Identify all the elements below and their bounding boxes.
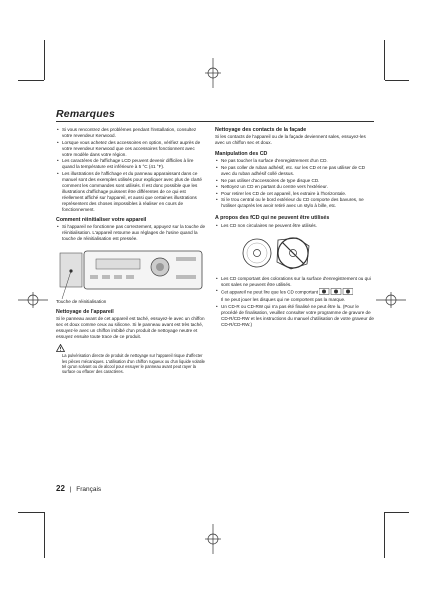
cd-heading: Manipulation des CD [215,151,268,158]
reset-caption: Touche de réinitialisation [56,298,107,304]
page-footer [56,484,101,493]
compact-disc-logo-icon [319,288,353,295]
list-item: • Les CD non circulaires ne peuvent être utilisés. [215,223,375,229]
right-column [215,127,375,328]
footer-separator: | [69,486,72,493]
cd-list [215,158,375,209]
list-item-text: Cet appareil ne peut lire que les CD comportant [221,289,319,295]
crop-mark [44,40,45,80]
list-item: • Nettoyez un CD en partant du centre vers l'extérieur. [215,184,375,190]
list-item [215,288,375,303]
crop-mark [384,40,385,80]
list-item: • Si le trou central ou le bord extérieur du CD comporte des bavures, ne l'utiliser qu'après les avoir retiré avec un stylo à bille, etc. [215,197,375,209]
crop-mark [385,512,409,513]
list-item: • Ne pas toucher la surface d'enregistrement d'un CD. [215,158,375,164]
list-item: • Les illustrations de l'affichage et du panneau apparaissant dans ce manuel sont des exemples utilisés pour expliquer avec plus de clarté comment les commandes sont utilisés. Il est donc possible que les illustrations d'affichage puissent être différentes de ce qui est réellement affiché sur l'appareil, et aussi que certaines illustrations représentent des choses impossibles à réaliser en cours de fonctionnement. [56,171,206,213]
head-unit-illustration [56,245,206,305]
list-item: • Les CD comportant des colorations sur la surface d'enregistrement ou qui sont sales ne peuvent être utilisés. [215,276,375,288]
crop-mark [18,512,44,513]
list-item: • Ne pas coller de ruban adhésif, etc. sur les CD et ne pas utiliser de CD avec du ruban adhésif collé dessus. [215,165,375,177]
list-item: • Si l'appareil ne fonctionne pas correctement, appuyez sur la touche de réinitialisation. L'appareil retourne aux réglages de l'usine quand la touche de réinitialisation est pressée. [56,224,206,242]
reset-heading: Comment réinitialiser votre appareil [56,216,147,223]
registration-mark [205,58,221,88]
list-item: • Un CD-R ou CD-RW qui n'a pas été finalisé ne peut être lu. (Pour le procédé de finalisation, veuillez consulter votre programme de gravure de CD-R/CD-RW et les instructions du manuel d'utilisation de votre graveur de CD-R/CD-RW.) [215,304,375,328]
list-item: • Ne pas utiliser d'accessoires de type disque CD. [215,178,375,184]
title-rule [56,121,374,122]
crop-mark [44,512,45,558]
registration-mark [376,292,406,308]
list-item: • Si vous rencontrez des problèmes pendant l'installation, consultez votre revendeur Kenwood. [56,127,206,139]
contacts-text: Si les contacts de l'appareil ou de la façade deviennent sales, essuyez-les avec un chiffon sec et doux. [215,134,366,146]
cd-disc-icon [243,239,271,267]
registration-mark [205,524,221,554]
list-item: • Lorsque vous achetez des accessoires en option, vérifiez auprès de votre revendeur Kenwood que ces accessoires fonctionnent avec votre modèle dans votre région. [56,140,206,158]
caution-note [56,344,206,375]
registration-mark [18,292,48,308]
list-item: • Pour retirer les CD de cet appareil, les extraire à l'horizontale. [215,191,375,197]
left-column [56,127,206,375]
crop-mark [384,512,385,558]
list-item: • Les caractères de l'affichage LCD peuvent devenir difficiles à lire quand la température est inférieure à 5 °C (41 °F). [56,158,206,170]
crop-mark [18,80,44,81]
more-cd-list [215,276,375,328]
warning-icon [56,344,65,352]
cd-illustrations [215,234,375,272]
cleaning-text: Si le panneau avant de cet appareil est taché, essuyez-le avec un chiffon sec et doux comme ceux au silicone. Si le panneau avant est très taché, essuyez-le avec un chiffon imbibé d'un produit de nettoyage neutre et essuyez ensuite toute trace de ce produit. [56,316,205,340]
contacts-heading: Nettoyage des contacts de la façade [215,127,307,133]
non-circular-cd-icon [277,238,309,269]
notes-list [56,127,206,213]
page-number: 22 [56,484,65,493]
cleaning-heading: Nettoyage de l'appareil [56,308,114,315]
about-heading: A propos des fCD qui ne peuvent être utilisés [215,215,330,222]
logo-note: Il ne peut jouer les disques qui ne comportent pas la marque. [221,297,346,303]
footer-language: Français [76,486,102,493]
caution-text: La pulvérisation directe de produit de nettoyage sur l'appareil risque d'affecter les pièces mécaniques. L'utilisation d'un chiffon rugueux ou d'un liquide volatile tel qu'un solvant ou de alcool pour essuyer le panneau avant peut rayer la surface ou effacer des caractères. [62,353,205,375]
page-title: Remarques [56,108,115,120]
disc-logos [319,288,353,297]
crop-mark [385,80,409,81]
